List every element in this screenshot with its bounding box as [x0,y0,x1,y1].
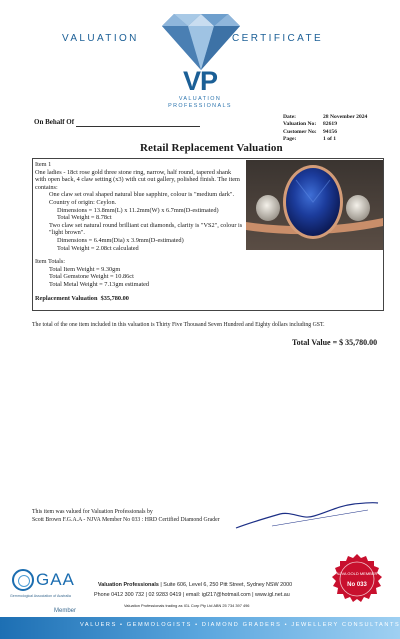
document-title: Retail Replacement Valuation [140,142,283,154]
item-box [32,158,384,311]
gaa-subtitle: Gemmological Association of Australia [10,594,71,598]
total-value: Total Value = $ 35,780.00 [292,338,378,347]
valuer-statement [32,509,220,525]
valuer-line-2: Scott Brown F.G.A.A - NJVA Member No 033 : HRD Certified Diamond Grader [32,516,220,523]
footer-address-text: | Suite 606, Level 6, 250 Pitt Street, Sydney NSW 2000 [158,582,293,588]
stone-2-weight: Total Weight = 2.08ct calculated [57,244,139,252]
meta-value: 94156 [323,128,337,135]
meta-key: Page: [283,136,297,143]
meta-key: Date: [283,114,297,120]
on-behalf-line [76,126,200,127]
seal-title: NJVA GOLD MEMBER [336,571,378,576]
footer-strip [0,617,400,639]
on-behalf-label: On Behalf Of [34,118,75,126]
gaa-logo-icon [12,569,34,591]
footer-strip-text: VALUERS • GEMMOLOGISTS • DIAMOND GRADERS • JEWELLERY CONSULTANTS [80,622,400,628]
stone-1-weight: Total Weight = 8.78ct [57,214,112,222]
totals-heading: Item Totals: [35,258,66,266]
diamond-logo-icon [160,12,242,72]
meta-row [283,136,367,143]
header-valuation-word: VALUATION [62,33,139,44]
total-sentence: The total of the one item included in this valuation is Thirty Five Thousand Seven Hundred and Eighty dollars including GST. [32,322,325,328]
item-summary: One ladies - 18ct rose gold three stone ring, narrow, half round, tapered shank with open back, 4 claw setting (x3) with cut out gallery, polished finish. The item contains: [35,168,240,191]
gaa-logo-text: GAA [36,570,75,589]
meta-row [283,121,367,128]
stone-1-dimensions: Dimensions = 13.8mm(L) x 11.2mm(W) x 6.7mm(D-estimated) [57,206,219,214]
stone-2-dimensions: Dimensions = 6.4mm(Dia) x 3.9mm(D-estimated) [57,236,184,244]
total-gemstone-weight: Total Gemstone Weight = 10.86ct [49,273,134,281]
meta-value: 28 November 2024 [323,114,368,120]
brand-line-1: VALUATION [178,96,222,102]
valuer-line-1: This item was valued for Valuation Professionals by [32,509,153,515]
meta-row [283,114,367,121]
item-heading: Item 1 [35,161,52,168]
meta-key: Customer No: [283,128,317,135]
replacement-label: Replacement Valuation [35,294,98,302]
meta-value: 82619 [323,121,337,128]
vp-monogram: VP [182,66,218,96]
meta-table [283,114,367,144]
item-description [35,161,243,302]
brand-name [160,96,240,110]
njva-gold-member-seal-icon [330,553,384,607]
replacement-valuation [35,295,243,303]
meta-key: Valuation No: [283,121,317,128]
meta-value: 1 of 1 [323,136,337,143]
footer-company: Valuation Professionals [98,582,159,588]
header-certificate-word: CERTIFICATE [232,33,324,44]
stone-2-description: Two claw set natural round brilliant cut diamonds, clarity is "VS2", colour is "light brown". [49,221,243,237]
footer-address [98,582,292,588]
replacement-value: $35,780.00 [100,294,129,302]
stone-1-description: One claw set oval shaped natural blue sapphire, colour is "medium dark". Country of origin: Ceylon. [49,191,235,206]
ring-photo [246,160,383,250]
meta-row [283,129,367,136]
total-metal-weight: Total Metal Weight = 7.13gm estimated [49,280,150,288]
footer-trading: Valuation Professionals trading as IGL Corp Pty Ltd ABN 25 734 397 496 [124,603,250,608]
seal-number: No 033 [347,582,367,588]
total-item-weight: Total Item Weight = 9.30gm [49,265,121,273]
footer-contact: Phone 0412 300 732 | 02 9283 0419 | email: igl217@hotmail.com | www.igl.net.au [94,592,290,598]
signature [232,500,382,532]
brand-line-2: PROFESSIONALS [168,103,232,109]
member-label: Member [54,608,77,614]
